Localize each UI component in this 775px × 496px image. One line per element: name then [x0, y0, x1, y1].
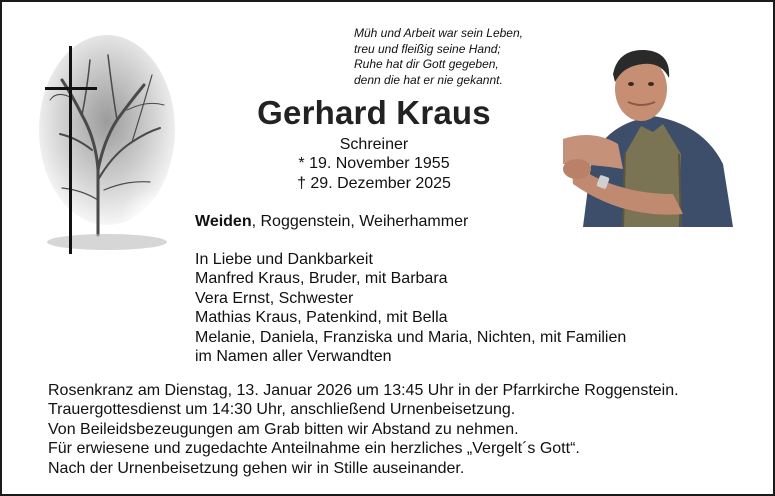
birth-date: * 19. November 1955 — [298, 155, 450, 172]
mourner-line: Mathias Kraus, Patenkind, mit Bella — [195, 309, 448, 327]
portrait-photo — [563, 44, 745, 227]
service-line: Nach der Urnenbeisetzung gehen wir in Stille auseinander. — [48, 459, 465, 477]
primary-place: Weiden — [195, 213, 252, 230]
other-places: , Roggenstein, Weiherhammer — [251, 213, 469, 230]
tree-with-cross-icon — [32, 30, 182, 260]
mourner-line: In Liebe und Dankbarkeit — [195, 251, 373, 268]
death-date: † 29. Dezember 2025 — [297, 175, 451, 192]
mourner-line: Manfred Kraus, Bruder, mit Barbara — [195, 270, 448, 288]
service-line: Von Beileidsbezeugungen am Grab bitten wir Abstand zu nehmen. — [48, 420, 519, 438]
mourner-line: Melanie, Daniela, Franziska und Maria, Nichten, mit Familien — [195, 328, 627, 346]
mourners-list — [195, 250, 626, 366]
poem-line: Müh und Arbeit war sein Leben, — [354, 26, 523, 40]
service-line: Für erwiesene und zugedachte Anteilnahme ein herzliches „Vergelt´s Gott“. — [48, 440, 580, 458]
places-line — [195, 213, 468, 231]
service-line: Trauergottesdienst um 14:30 Uhr, anschließend Urnenbeisetzung. — [48, 401, 516, 419]
mourner-line: Vera Ernst, Schwester — [195, 289, 354, 307]
poem-line: Ruhe hat dir Gott gegeben, — [354, 57, 499, 71]
service-line: Rosenkranz am Dienstag, 13. Januar 2026 um 13:45 Uhr in der Pfarrkirche Roggenstein. — [48, 382, 679, 399]
mourner-line: im Namen aller Verwandten — [195, 348, 392, 366]
poem-verse — [354, 26, 564, 88]
deceased-name: Gerhard Kraus — [257, 94, 491, 131]
service-details — [48, 381, 679, 478]
deceased-occupation: Schreiner — [339, 136, 409, 153]
poem-line: treu und fleißig seine Hand; — [354, 41, 501, 56]
poem-line: denn die hat er nie gekannt. — [354, 72, 503, 87]
